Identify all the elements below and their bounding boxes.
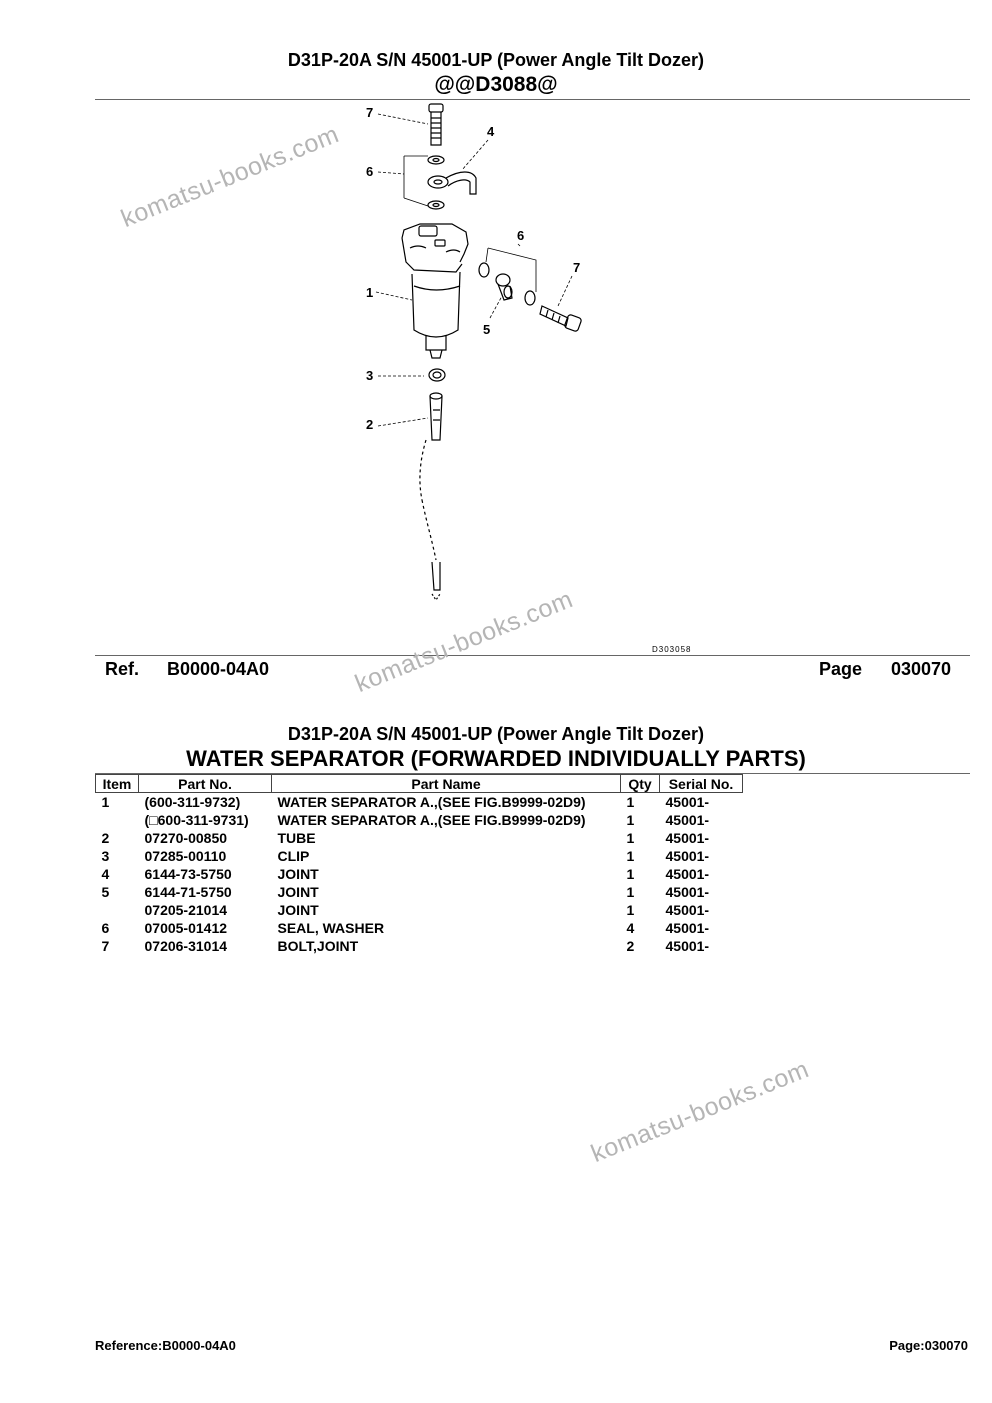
- col-item: Item: [96, 775, 139, 793]
- cell-qty: 1: [626, 794, 635, 810]
- cell-part-no: 6144-73-5750: [144, 866, 232, 882]
- table-row: [96, 829, 743, 847]
- footer-page: Page:030070: [889, 1338, 968, 1353]
- cell-part-name: WATER SEPARATOR A.,(SEE FIG.B9999-02D9): [277, 794, 586, 810]
- callout-2: 2: [366, 417, 374, 432]
- cell-item: 1: [101, 794, 110, 810]
- cell-item: [96, 901, 139, 919]
- col-part-name: Part Name: [272, 775, 621, 793]
- cell-item: 5: [101, 884, 110, 900]
- ref-value: B0000-04A0: [167, 659, 270, 679]
- callout-6-side: 6: [517, 228, 525, 243]
- cell-qty: 1: [626, 866, 635, 882]
- cell-serial: 45001-: [665, 848, 710, 864]
- table-row: [96, 865, 743, 883]
- cell-item: 7: [101, 938, 110, 954]
- cell-part-no: 07005-01412: [144, 920, 228, 936]
- cell-item: 4: [101, 866, 110, 882]
- cell-qty: 1: [626, 848, 635, 864]
- tube: [420, 393, 442, 600]
- water-separator-body: [402, 224, 468, 358]
- watermark-2: komatsu-books.com: [351, 585, 577, 699]
- cell-qty: 1: [626, 830, 635, 846]
- cell-part-name: JOINT: [277, 866, 319, 882]
- seal-washer-side-2: [525, 291, 535, 305]
- drawing-id: D303058: [652, 645, 692, 654]
- cell-item: 3: [101, 848, 110, 864]
- leader-lines: [376, 114, 572, 426]
- table-row: [96, 811, 743, 829]
- callout-7-top: 7: [366, 105, 374, 120]
- table-row: [96, 919, 743, 937]
- table-row: [96, 901, 743, 919]
- cell-item: [96, 811, 139, 829]
- cell-serial: 45001-: [665, 920, 710, 936]
- cell-qty: 1: [626, 884, 635, 900]
- cell-qty: 1: [626, 812, 635, 828]
- cell-serial: 45001-: [665, 902, 710, 918]
- cell-qty: 1: [626, 902, 635, 918]
- watermark-1: komatsu-books.com: [117, 120, 343, 234]
- col-part-no: Part No.: [139, 775, 272, 793]
- cell-part-no: (□600-311-9731): [144, 812, 249, 828]
- cell-part-name: BOLT,JOINT: [277, 938, 359, 954]
- cell-part-name: JOINT: [277, 884, 319, 900]
- cell-serial: 45001-: [665, 938, 710, 954]
- col-serial-no: Serial No.: [660, 775, 743, 793]
- cell-serial: 45001-: [665, 812, 710, 828]
- section-model: D31P-20A S/N 45001-UP (Power Angle Tilt Dozer): [287, 724, 705, 744]
- cell-part-no: 07206-31014: [144, 938, 228, 954]
- cell-part-no: 07285-00110: [144, 848, 227, 864]
- cell-part-no: 07270-00850: [144, 830, 228, 846]
- page-value: 030070: [891, 659, 952, 679]
- table-header-row: [96, 775, 743, 793]
- clip: [429, 369, 445, 381]
- callout-4: 4: [487, 124, 495, 139]
- joint-side: [496, 274, 512, 300]
- callout-6-top: 6: [366, 164, 374, 179]
- cell-qty: 2: [626, 938, 635, 954]
- seal-washer-top: [428, 156, 444, 164]
- cell-part-name: JOINT: [277, 902, 319, 918]
- cell-part-name: TUBE: [277, 830, 316, 846]
- cell-serial: 45001-: [665, 866, 710, 882]
- section-title: WATER SEPARATOR (FORWARDED INDIVIDUALLY PARTS): [186, 746, 806, 771]
- callout-7-side: 7: [573, 260, 581, 275]
- table-row: [96, 793, 743, 812]
- watermark-3: komatsu-books.com: [587, 1055, 813, 1169]
- table-row: [96, 883, 743, 901]
- cell-qty: 4: [626, 920, 635, 936]
- cell-part-name: SEAL, WASHER: [277, 920, 385, 936]
- page-header-code: @@D3088@: [434, 73, 558, 96]
- parts-table: [95, 774, 743, 955]
- cell-part-no: (600-311-9732): [144, 794, 241, 810]
- table-row: [96, 937, 743, 955]
- cell-serial: 45001-: [665, 884, 710, 900]
- callout-1: 1: [366, 285, 374, 300]
- callout-5: 5: [483, 322, 491, 337]
- cell-part-name: CLIP: [277, 848, 310, 864]
- cell-item: 6: [101, 920, 110, 936]
- seal-washer-side-1: [479, 263, 489, 277]
- cell-serial: 45001-: [665, 830, 710, 846]
- cell-serial: 45001-: [665, 794, 710, 810]
- footer-reference: Reference:B0000-04A0: [95, 1338, 236, 1353]
- page-label: Page: [819, 659, 863, 679]
- bolt-joint-top: [429, 104, 443, 145]
- bolt-joint-side: [540, 306, 582, 332]
- cell-part-name: WATER SEPARATOR A.,(SEE FIG.B9999-02D9): [277, 812, 586, 828]
- col-qty: Qty: [621, 775, 660, 793]
- cell-part-no: 6144-71-5750: [144, 884, 232, 900]
- cell-part-no: 07205-21014: [144, 902, 228, 918]
- seal-washer-bottom: [428, 201, 444, 209]
- page-header-model: D31P-20A S/N 45001-UP (Power Angle Tilt Dozer): [287, 50, 705, 70]
- cell-item: 2: [101, 830, 110, 846]
- table-row: [96, 847, 743, 865]
- diagram-bottom-divider: [95, 655, 970, 656]
- ref-label: Ref.: [105, 659, 140, 679]
- callout-3: 3: [366, 368, 374, 383]
- joint-banjo: [428, 172, 476, 194]
